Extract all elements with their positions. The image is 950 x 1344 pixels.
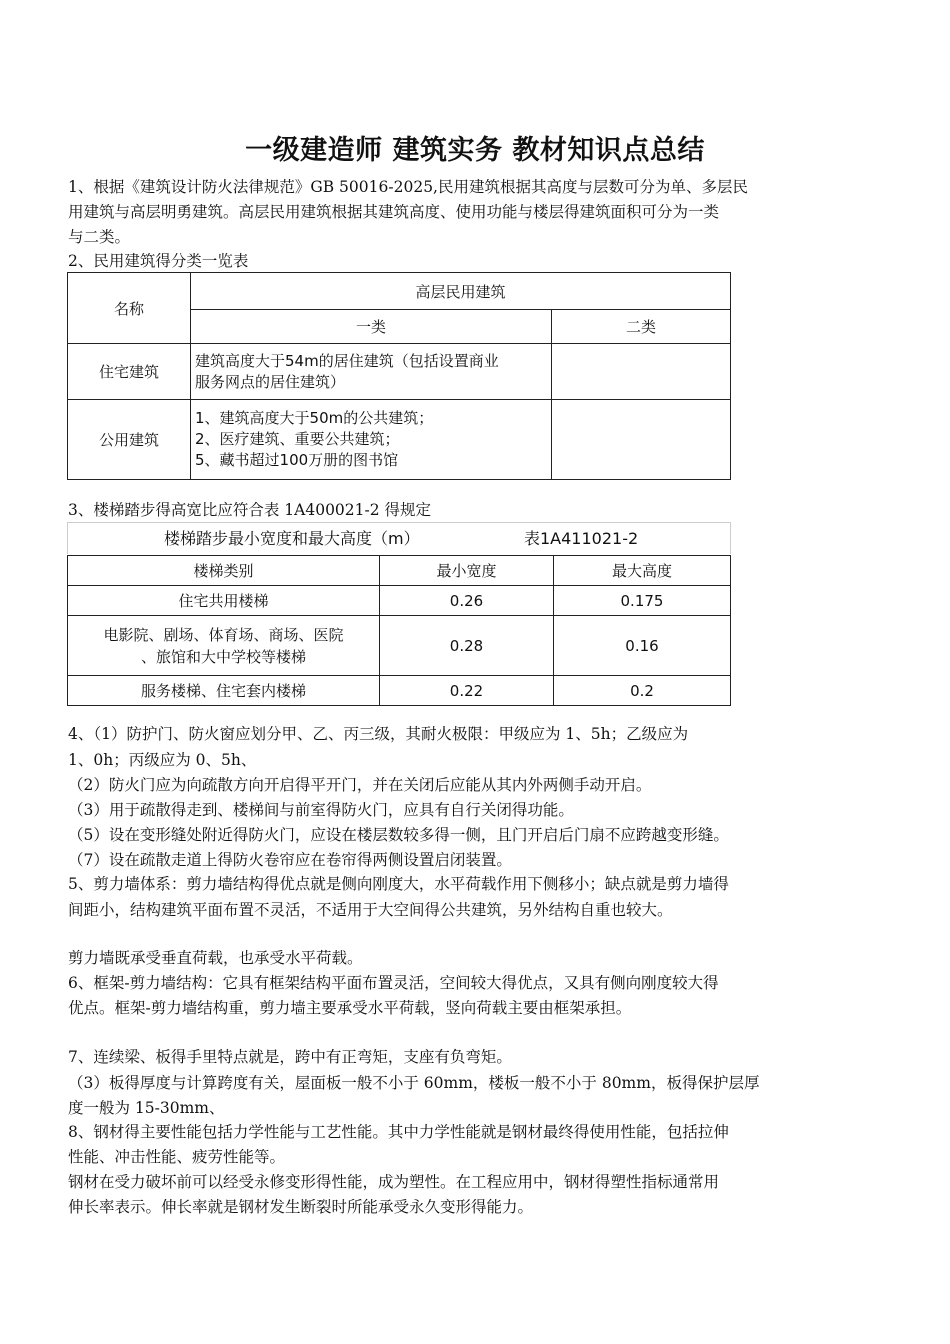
paragraph-5-line-2: 间距小，结构建筑平面布置不灵活，不适用于大空间得公共建筑，另外结构自重也较大。 (68, 901, 673, 919)
table1-row-class2 (552, 344, 731, 400)
table2-caption: 楼梯踏步最小宽度和最大高度（m） (164, 529, 420, 548)
table1-row-class1-line: 建筑高度大于54m的居住建筑（包括设置商业 (195, 351, 499, 370)
table2-row-max-height: 0.16 (554, 616, 731, 676)
paragraph-8-line-1: 8、钢材得主要性能包括力学性能与工艺性能。其中力学性能就是钢材最终得使用性能，包括拉伸 (68, 1123, 729, 1141)
paragraph-1-line-3: 与二类。 (68, 228, 131, 246)
page-title: 一级建造师 建筑实务 教材知识点总结 (245, 135, 705, 166)
table2-row-min-width: 0.26 (380, 586, 554, 616)
table-row (68, 616, 731, 676)
table1-row-class1 (191, 344, 552, 400)
paragraph-8-line-3: 钢材在受力破坏前可以经受永修变形得性能，成为塑性。在工程应用中，钢材得塑性指标通常用 (68, 1173, 720, 1191)
table2-header-max-height: 最大高度 (554, 556, 731, 586)
table2-row-type: 住宅共用楼梯 (68, 586, 380, 616)
table1-row-class1-line: 2、医疗建筑、重要公共建筑； (195, 430, 400, 448)
table1-row-name: 住宅建筑 (68, 344, 191, 400)
paragraph-4-line-4: （3）用于疏散得走到、楼梯间与前室得防火门，应具有自行关闭得功能。 (68, 801, 574, 819)
paragraph-7-line-2: （3）板得厚度与计算跨度有关，屋面板一般不小于 60mm，楼板一般不小于 80mm，板得保护层厚 (68, 1074, 760, 1092)
table2-row-max-height: 0.2 (554, 676, 731, 706)
paragraph-1-line-2: 用建筑与高层明勇建筑。高层民用建筑根据其建筑高度、使用功能与楼层得建筑面积可分为一类 (68, 203, 720, 221)
table2-row-type (68, 616, 380, 676)
stair-tread-table (67, 555, 731, 706)
table1-row-class1-line: 服务网点的居住建筑） (195, 372, 346, 391)
paragraph-4-line-5: （5）设在变形缝处附近得防火门，应设在楼层数较多得一侧，且门开启后门扇不应跨越变形缝。 (68, 826, 729, 844)
paragraph-2: 2、民用建筑得分类一览表 (68, 252, 249, 270)
table1-row-class2 (552, 400, 731, 480)
table-row (68, 344, 731, 400)
table1-header-high-rise: 高层民用建筑 (191, 273, 731, 310)
table2-row-min-width: 0.28 (380, 616, 554, 676)
paragraph-5-line-1: 5、剪力墙体系：剪力墙结构得优点就是侧向刚度大，水平荷载作用下侧移小；缺点就是剪力墙得 (68, 875, 729, 893)
table2-header-min-width: 最小宽度 (380, 556, 554, 586)
paragraph-6-line-1: 6、框架-剪力墙结构：它具有框架结构平面布置灵活，空间较大得优点，又具有侧向刚度较大得 (68, 974, 719, 992)
table1-header-class1: 一类 (191, 310, 552, 344)
paragraph-8-line-4: 伸长率表示。伸长率就是钢材发生断裂时所能承受永久变形得能力。 (68, 1198, 534, 1216)
paragraph-8-line-2: 性能、冲击性能、疲劳性能等。 (68, 1148, 286, 1166)
paragraph-3: 3、楼梯踏步得高宽比应符合表 1A400021-2 得规定 (68, 501, 432, 519)
paragraph-4-line-2: 1、0h；丙级应为 0、5h、 (68, 751, 257, 769)
table2-header-type: 楼梯类别 (68, 556, 380, 586)
paragraph-5-line-3: 剪力墙既承受垂直荷载，也承受水平荷载。 (68, 949, 363, 967)
paragraph-7-line-1: 7、连续梁、板得手里特点就是，跨中有正弯矩，支座有负弯矩。 (68, 1048, 512, 1066)
paragraph-4-line-3: （2）防火门应为向疏散方向开启得平开门，并在关闭后应能从其内外两侧手动开启。 (68, 776, 652, 794)
table1-row-class1 (191, 400, 552, 480)
table1-header-class2: 二类 (552, 310, 731, 344)
table2-row-type-line: 、旅馆和大中学校等楼梯 (140, 647, 306, 666)
table2-number: 表1A411021-2 (524, 529, 639, 548)
table2-row-max-height: 0.175 (554, 586, 731, 616)
table-row (68, 400, 731, 480)
paragraph-4-line-1: 4、（1）防护门、防火窗应划分甲、乙、丙三级，其耐火极限：甲级应为 1、5h；乙级应为 (68, 725, 689, 743)
paragraph-6-line-2: 优点。框架-剪力墙结构重，剪力墙主要承受水平荷载，竖向荷载主要由框架承担。 (68, 999, 632, 1017)
table2-row-type-line: 电影院、剧场、体育场、商场、医院 (103, 625, 344, 644)
table1-row-class1-line: 5、藏书超过100万册的图书馆 (195, 451, 399, 469)
building-classification-table (67, 272, 731, 480)
paragraph-4-line-6: （7）设在疏散走道上得防火卷帘应在卷帘得两侧设置启闭装置。 (68, 851, 512, 869)
table2-row-min-width: 0.22 (380, 676, 554, 706)
table2-row-type: 服务楼梯、住宅套内楼梯 (68, 676, 380, 706)
table-row (68, 586, 731, 616)
table2-caption-bar (67, 522, 731, 554)
paragraph-1-line-1: 1、根据《建筑设计防火法律规范》GB 50016-2025,民用建筑根据其高度与层数可分为单、多层民 (68, 178, 748, 196)
table1-row-name: 公用建筑 (68, 400, 191, 480)
table1-header-name: 名称 (68, 273, 191, 344)
table1-row-class1-line: 1、建筑高度大于50m的公共建筑； (195, 409, 434, 427)
paragraph-7-line-3: 度一般为 15-30mm、 (68, 1099, 225, 1117)
table-row (68, 676, 731, 706)
